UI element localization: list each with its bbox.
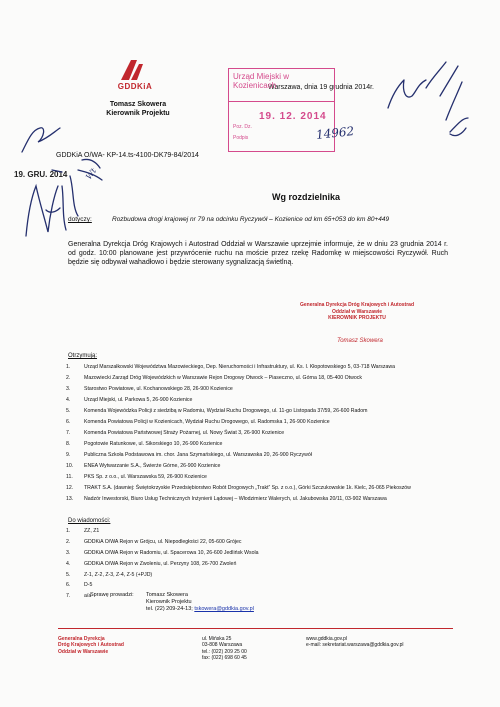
list-item: 4. GDDKiA O/WA Rejon w Zwoleniu, ul. Perzyny 108, 26-700 Zwoleń (66, 560, 237, 567)
stamp-field-signature: Podpis (233, 135, 249, 141)
list-item: 11. PKS Sp. z o.o., ul. Warszawska 59, 26-900 Kozienice (66, 473, 207, 480)
signature-stamp (298, 302, 416, 322)
list-item: 3. GDDKiA O/WA Rejon w Radomiu, ul. Spacerowa 10, 26-600 Jedlińsk Wsola (66, 549, 259, 556)
info-title: Do wiadomości: (68, 518, 111, 524)
list-item: 2. Mazowiecki Zarząd Dróg Wojewódzkich w Warszawie Rejon Drogowy Otwock – Piaseczno, ul. Górna 18, 05-400 Otwock (66, 374, 362, 381)
list-item: 9. Publiczna Szkoła Podstawowa im. chor. Jana Szymańskiego, ul. Warszawska 20, 26-900 Ryczywół (66, 451, 312, 458)
list-item: 12. TRAKT S.A. (dawniej: Świętokrzyskie Przedsiębiorstwo Robót Drogowych „Trakt” Sp. z o.o.), Górki Szczukowskie 1k. Kielc, 26-065 Piekoszów (66, 484, 411, 491)
signature-line: Generalna Dyrekcja Dróg Krajowych i Autostrad (299, 302, 415, 308)
prepared-phone: tel. (22) 209-24-13; (146, 606, 193, 612)
footer-email-link[interactable]: e-mail: sekretariat.warszawa@gddkia.gov.pl (306, 642, 404, 649)
author-title: Kierownik Projektu (106, 110, 170, 117)
list-item: 7. Komenda Powiatowa Państwowej Straży Pożarnej, ul. Nowy Świat 3, 26-900 Kozienice (66, 429, 285, 436)
logo-text: GDDKiA (117, 82, 153, 91)
signature-name: Tomasz Skowera (337, 338, 383, 344)
list-item: 10. ENEA Wytwarzanie S.A., Świerże Górne, 26-900 Kozienice (66, 462, 221, 469)
list-item: 13. Nadzór Inwestorski, Biuro Usług Technicznych Inżynierii Lądowej – Włodzimierz Walerych, ul. Jakubowska 20/11, 03-902 Warszawa (66, 495, 387, 502)
reference-number: GDDKiA O/WA- KP-14.ts-4100-DK79-84/2014 (56, 152, 199, 159)
list-item: 5. Komenda Wojewódzka Policji z siedzibą w Radomiu, Wydział Ruchu Drogowego, ul. 11-go Listopada 37/59, 26-600 Radom (66, 407, 368, 414)
stamp-field-position: Poz. Dz. (233, 124, 252, 130)
list-item: 1. Urząd Marszałkowski Województwa Mazowieckiego, Dep. Nieruchomości i Infrastruktury, ul. Ks. I. Kłopotowskiego 5, 03-718 Warszawa (66, 364, 395, 370)
place-date: Warszawa, dnia 19 grudnia 2014r. (268, 84, 374, 91)
list-item: 6. Komenda Powiatowa Policji w Kozienicach, Wydział Ruchu Drogowego, ul. Radomska 1, 26-900 Kozienice (66, 418, 330, 425)
list-item: 4. Urząd Miejski, ul. Parkowa 5, 26-900 Kozienice (66, 396, 193, 403)
addressee-heading: Wg rozdzielnika (272, 192, 341, 202)
letter-body: Generalna Dyrekcja Dróg Krajowych i Autostrad Oddział w Warszawie uprzejmie informuje, że w dniu 23 grudnia 2014 r. od godz. 10:00 planowane jest przywrócenie ruchu na moście przez rzekę Radomkę w miejscowości Ryczywół. Ruch będzie się odbywał wahadłowo i będzie sterowany sygnalizacją świetlną. (68, 241, 448, 267)
footer-address: ul. Mińska 25 03-808 Warszawa tel.: (022) 209 25 00 fax: (022) 698 60 45 (202, 636, 247, 661)
signature-line: KIEROWNIK PROJEKTU (328, 315, 386, 321)
handwritten-register-number: 14962 (315, 124, 355, 142)
prepared-email-link[interactable]: tskowera@gddkia.gov.pl (194, 606, 254, 612)
margin-date-stamp: 19. GRU. 2014 (14, 170, 68, 179)
handwritten-note-vertical: Wt (84, 166, 99, 182)
author-name: Tomasz Skowera (109, 101, 167, 108)
prepared-name: Tomasz Skowera (146, 592, 188, 598)
prepared-by-block (146, 592, 254, 613)
recipients-list (66, 364, 456, 507)
list-item: 8. Pogotowie Ratunkowe, ul. Sikorskiego 10, 26-900 Kozienice (66, 440, 223, 447)
list-item: 1. ZZ, Z1 (66, 528, 100, 534)
subject-label: dotyczy: (68, 216, 92, 223)
stamp-date: 19. 12. 2014 (259, 111, 327, 122)
footer-organization: Generalna Dyrekcja Dróg Krajowych i Autostrad Oddział w Warszawie (58, 636, 124, 655)
subject-text: Rozbudowa drogi krajowej nr 79 na odcinku Ryczywół – Kozienice od km 65+053 do km 80+449 (112, 216, 390, 223)
prepared-title: Kierownik Projektu (146, 599, 192, 605)
list-item: 7. a/a (66, 593, 92, 600)
list-item: 3. Starostwo Powiatowe, ul. Kochanowskiego 28, 26-900 Kozienice (66, 385, 233, 392)
list-item: 6. D-5 (66, 582, 93, 589)
signature-line: Oddział w Warszawie (331, 308, 383, 315)
list-item: 5. Z-1, Z-2, Z-3, Z-4, Z-5 (+PJD) (66, 571, 153, 578)
recipients-title: Otrzymują: (68, 353, 98, 359)
footer-web (306, 636, 404, 649)
footer-divider (58, 628, 453, 629)
prepared-by-label: Sprawę prowadzi: (90, 592, 134, 598)
stamp-title: Urząd Miejski w Kozienicach (233, 72, 290, 90)
footer-website-link[interactable]: www.gddkia.gov.pl (306, 636, 348, 642)
list-item: 2. GDDKiA O/WA Rejon w Grójcu, ul. Niepodległości 22, 05-600 Grójec (66, 538, 242, 545)
